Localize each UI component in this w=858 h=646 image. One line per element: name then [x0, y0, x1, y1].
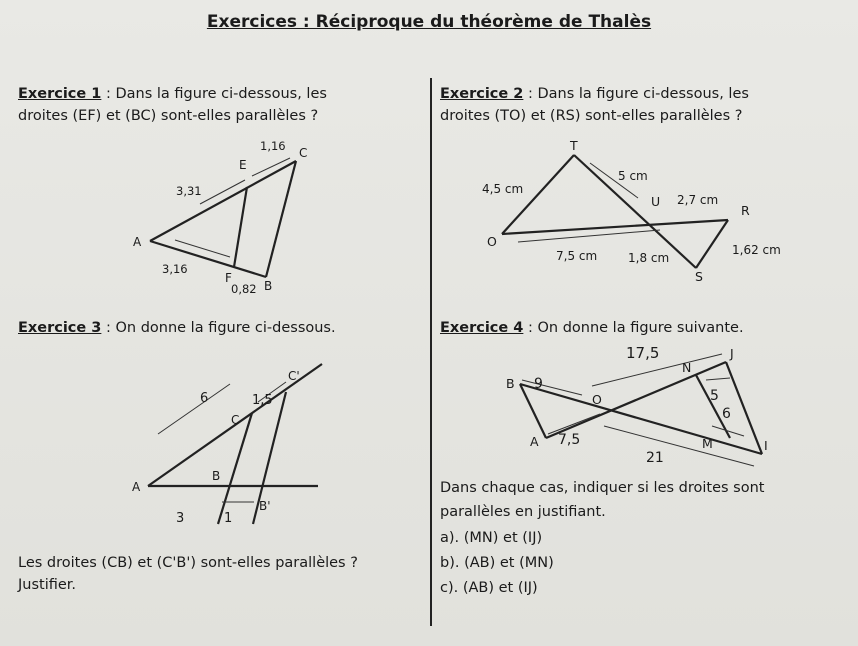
ex1-measure-FB: 0,82 [231, 282, 257, 296]
ex1-measure-AF: 3,16 [162, 262, 188, 276]
ex4-instruction-line2: parallèles en justifiant. [440, 504, 606, 520]
ex2-segment-RS [696, 220, 728, 268]
ex2-segment-OR [502, 220, 728, 234]
ex4-statement-line1: Exercice 4 : On donne la figure suivante. [440, 320, 744, 336]
ex3-point-Bp: B' [259, 499, 271, 513]
ex4-item-b: b). (AB) et (MN) [440, 555, 554, 571]
ex4-segment-JI [726, 362, 762, 454]
ex1-label: Exercice 1 [18, 86, 102, 102]
ex3-point-B: B [212, 469, 221, 483]
ex4-point-J: J [730, 346, 734, 361]
ex2-statement-line1: Exercice 2 : Dans la figure ci-dessous, les [440, 86, 749, 102]
ex2-point-U: U [651, 194, 661, 209]
ex1-point-C: C [299, 146, 308, 160]
ex4-label: Exercice 4 [440, 320, 524, 336]
ex4-arrow-AO [548, 414, 600, 434]
ex3-measure-BBp: 1 [224, 511, 233, 526]
ex2-label: Exercice 2 [440, 86, 524, 102]
ex1-segment-AC [150, 161, 296, 241]
ex4-measure-OI: 21 [646, 450, 664, 466]
ex3-measure-AC: 6 [200, 391, 209, 406]
ex4-arrow-JN [706, 378, 730, 380]
ex2-measure-OU: 7,5 cm [556, 249, 598, 263]
ex2-statement-line2: droites (TO) et (RS) sont-elles parallèles ? [440, 108, 743, 124]
ex1-measure-EC: 1,16 [260, 139, 286, 153]
ex4-item-c: c). (AB) et (IJ) [440, 580, 538, 596]
ex3-label: Exercice 3 [18, 320, 102, 336]
ex2-point-O: O [487, 234, 497, 249]
ex4-measure-NM: 6 [722, 406, 731, 422]
ex4-point-I: I [764, 438, 768, 453]
ex4-measure-OJ: 17,5 [626, 344, 660, 362]
ex2-text-line1: Dans la figure ci-dessous, les [537, 86, 749, 102]
ex2-figure [470, 138, 800, 288]
ex4-measure-JN: 5 [710, 388, 719, 404]
ex2-point-R: R [741, 203, 750, 218]
ex1-segment-EF [234, 187, 247, 267]
ex4-item-a: a). (MN) et (IJ) [440, 530, 543, 546]
ex3-point-A: A [132, 480, 141, 494]
ex1-point-E: E [239, 158, 247, 172]
ex3-figure [118, 362, 328, 532]
ex3-measure-CCp: 1,5 [252, 393, 273, 408]
ex1-text-line1: Dans la figure ci-dessous, les [115, 86, 327, 102]
ex2-measure-TU: 5 cm [618, 169, 648, 183]
ex3-segment-CB [218, 413, 252, 524]
ex2-point-S: S [695, 269, 703, 284]
ex3-question [18, 553, 358, 574]
ex4-point-A: A [530, 434, 539, 449]
ex1-point-A: A [133, 235, 142, 249]
ex2-measure-RS: 1,62 cm [732, 243, 781, 257]
ex1-statement-line2: droites (EF) et (BC) sont-elles parallèles ? [18, 108, 319, 124]
ex2-measure-UR: 2,7 cm [677, 193, 719, 207]
ex2-measure-TO: 4,5 cm [482, 182, 524, 196]
ex3-justify: Justifier. [18, 577, 77, 593]
ex4-point-O: O [592, 392, 602, 407]
ex2-measure-US: 1,8 cm [628, 251, 670, 265]
ex4-point-M: M [702, 436, 713, 451]
ex3-question-strong: Les droites (CB) et (C'B') sont-elles parallèles ? [18, 555, 358, 571]
ex4-point-N: N [682, 360, 692, 375]
ex1-statement-line1: Exercice 1 : Dans la figure ci-dessous, les [18, 86, 327, 102]
ex4-figure [500, 338, 790, 470]
ex3-statement-line1: Exercice 3 : On donne la figure ci-dessous. [18, 320, 336, 336]
ex3-text-line1: On donne la figure ci-dessous. [115, 320, 336, 336]
ex4-measure-BO: 9 [534, 376, 543, 392]
ex1-segment-BC [266, 161, 296, 277]
vertical-divider [430, 78, 432, 626]
ex4-point-B: B [506, 376, 515, 391]
ex1-point-B: B [264, 279, 273, 293]
ex2-point-T: T [570, 138, 578, 153]
ex4-measure-AO: 7,5 [558, 432, 581, 448]
ex1-measure-AE: 3,31 [176, 184, 202, 198]
ex4-text-line1: On donne la figure suivante. [537, 320, 744, 336]
page-title: Exercices : Réciproque du théorème de Thalès [206, 12, 652, 32]
ex3-point-Cp: C' [288, 369, 300, 383]
ex1-point-F: F [225, 271, 232, 285]
ex1-figure [120, 135, 320, 300]
ex4-segment-AB [520, 384, 546, 438]
ex3-measure-AB: 3 [176, 511, 185, 526]
ex1-arrow-AF [175, 240, 230, 257]
ex4-instruction-line1: Dans chaque cas, indiquer si les droites sont [440, 480, 765, 496]
ex3-point-C: C [231, 413, 240, 427]
ex3-arrow-AC [158, 384, 230, 434]
